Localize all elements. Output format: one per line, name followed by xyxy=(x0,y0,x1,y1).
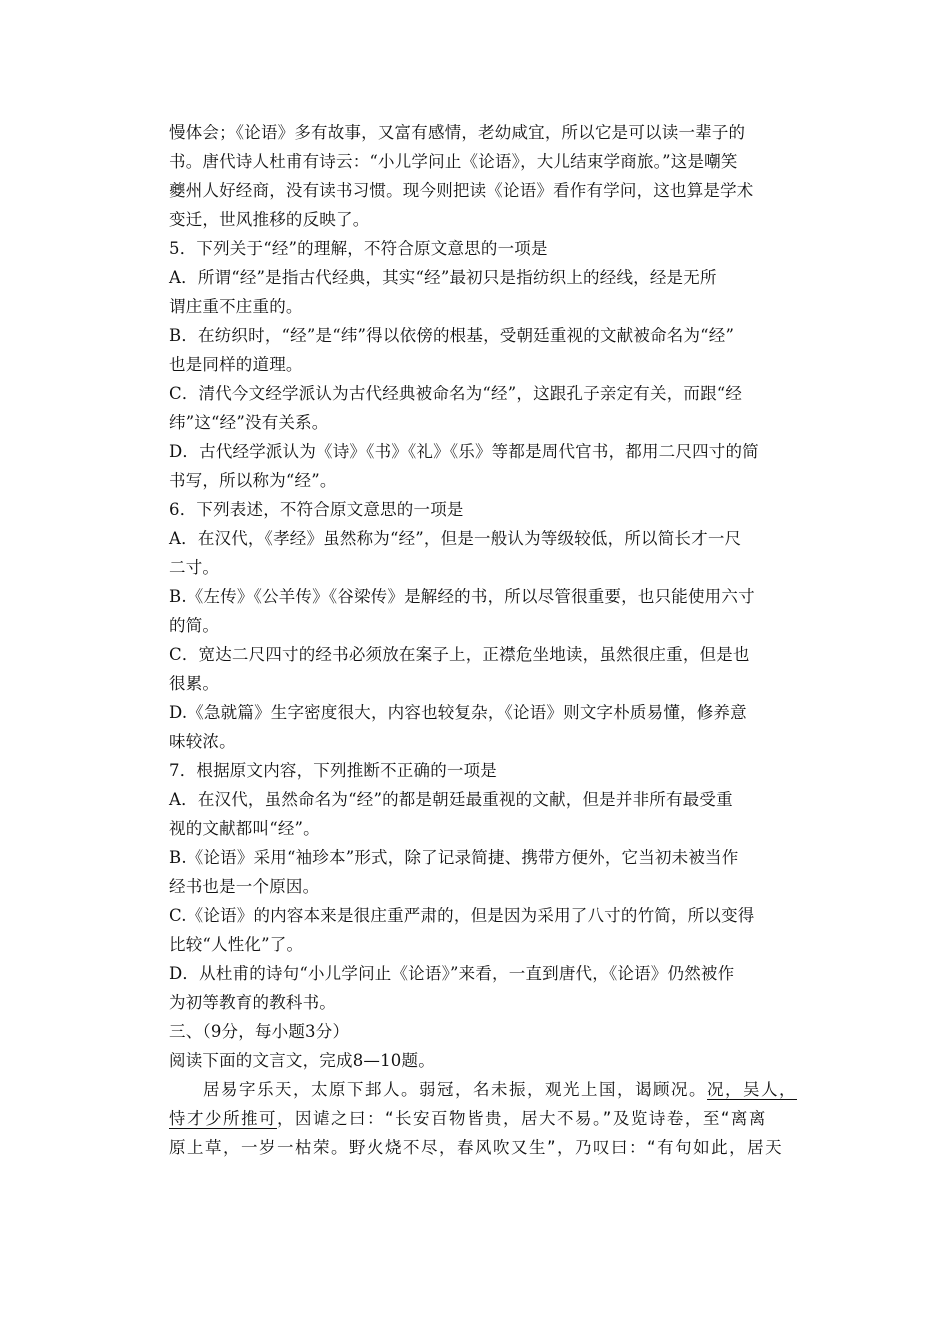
option-b-cont: 的简。 xyxy=(169,616,220,635)
underlined-sentence: 况，吴人， xyxy=(707,1080,797,1099)
passage-text: ，因谑之曰：“长安百物皆贵，居大不易。”及览诗卷，至“离离 xyxy=(277,1109,767,1128)
option-a: A．在汉代，《孝经》虽然称为“经”，但是一般认为等级较低，所以简长才一尺 xyxy=(169,529,742,548)
text-line: 书。唐代诗人杜甫有诗云：“小儿学问止《论语》，大儿结束学商旅。”这是嘲笑 xyxy=(169,152,738,171)
passage-line-3: 原上草，一岁一枯荣。野火烧不尽，春风吹又生”，乃叹曰：“有句如此，居天 xyxy=(169,1138,784,1157)
option-d-cont: 书写，所以称为“经”。 xyxy=(169,471,337,490)
option-a: A．在汉代，虽然命名为“经”的都是朝廷最重视的文献，但是并非所有最受重 xyxy=(169,790,733,809)
option-d: D.《急就篇》生字密度很大，内容也较复杂，《论语》则文字朴质易懂，修养意 xyxy=(169,703,747,722)
exam-page xyxy=(169,118,797,1162)
section-heading: 三、（9分，每小题3分） xyxy=(169,1022,350,1041)
section-3 xyxy=(169,1017,783,1075)
question-5 xyxy=(169,234,783,495)
text-line: 变迁，世风推移的反映了。 xyxy=(169,210,370,229)
question-7 xyxy=(169,756,783,1017)
option-b: B.《左传》《公羊传》《谷梁传》是解经的书，所以尽管很重要，也只能使用六寸 xyxy=(169,587,755,606)
passage-line-1 xyxy=(169,1075,797,1104)
option-b: B.《论语》采用“袖珍本”形式，除了记录简捷、携带方便外，它当初未被当作 xyxy=(169,848,739,867)
underlined-sentence: 恃才少所推可 xyxy=(169,1109,277,1128)
intro-paragraph xyxy=(169,118,783,234)
option-c: C．宽达二尺四寸的经书必须放在案子上，正襟危坐地读，虽然很庄重，但是也 xyxy=(169,645,750,664)
option-c: C.《论语》的内容本来是很庄重严肃的，但是因为采用了八寸的竹简，所以变得 xyxy=(169,906,755,925)
section-instruction: 阅读下面的文言文，完成8—10题。 xyxy=(169,1051,435,1070)
question-stem: 6．下列表述，不符合原文意思的一项是 xyxy=(169,500,464,519)
question-stem: 5．下列关于“经”的理解，不符合原文意思的一项是 xyxy=(169,239,548,258)
option-b-cont: 经书也是一个原因。 xyxy=(169,877,320,896)
option-c-cont: 纬”这“经”没有关系。 xyxy=(169,413,329,432)
option-d-cont: 味较浓。 xyxy=(169,732,236,751)
option-a: A．所谓“经”是指古代经典，其实“经”最初只是指纺织上的经线，经是无所 xyxy=(169,268,717,287)
option-d: D．古代经学派认为《诗》《书》《礼》《乐》等都是周代官书，都用二尺四寸的简 xyxy=(169,442,759,461)
classical-passage xyxy=(169,1075,797,1162)
option-d: D．从杜甫的诗句“小儿学问止《论语》”来看，一直到唐代，《论语》仍然被作 xyxy=(169,964,735,983)
option-a-cont: 谓庄重不庄重的。 xyxy=(169,297,303,316)
question-stem: 7．根据原文内容，下列推断不正确的一项是 xyxy=(169,761,497,780)
option-a-cont: 视的文献都叫“经”。 xyxy=(169,819,320,838)
text-line: 夔州人好经商，没有读书习惯。现今则把读《论语》看作有学问，这也算是学术 xyxy=(169,181,754,200)
option-c-cont: 很累。 xyxy=(169,674,220,693)
text-line: 慢体会；《论语》多有故事，又富有感情，老幼咸宜，所以它是可以读一辈子的 xyxy=(169,123,746,142)
passage-text: 居易字乐天，太原下邽人。弱冠，名未振，观光上国，谒顾况。 xyxy=(203,1080,707,1099)
option-b: B．在纺织时，“经”是“纬”得以依傍的根基，受朝廷重视的文献被命名为“经” xyxy=(169,326,735,345)
option-c-cont: 比较“人性化”了。 xyxy=(169,935,304,954)
option-b-cont: 也是同样的道理。 xyxy=(169,355,303,374)
option-c: C．清代今文经学派认为古代经典被命名为“经”，这跟孔子亲定有关，而跟“经 xyxy=(169,384,743,403)
passage-line-2 xyxy=(169,1104,783,1133)
question-6 xyxy=(169,495,783,756)
option-a-cont: 二寸。 xyxy=(169,558,220,577)
option-d-cont: 为初等教育的教科书。 xyxy=(169,993,336,1012)
